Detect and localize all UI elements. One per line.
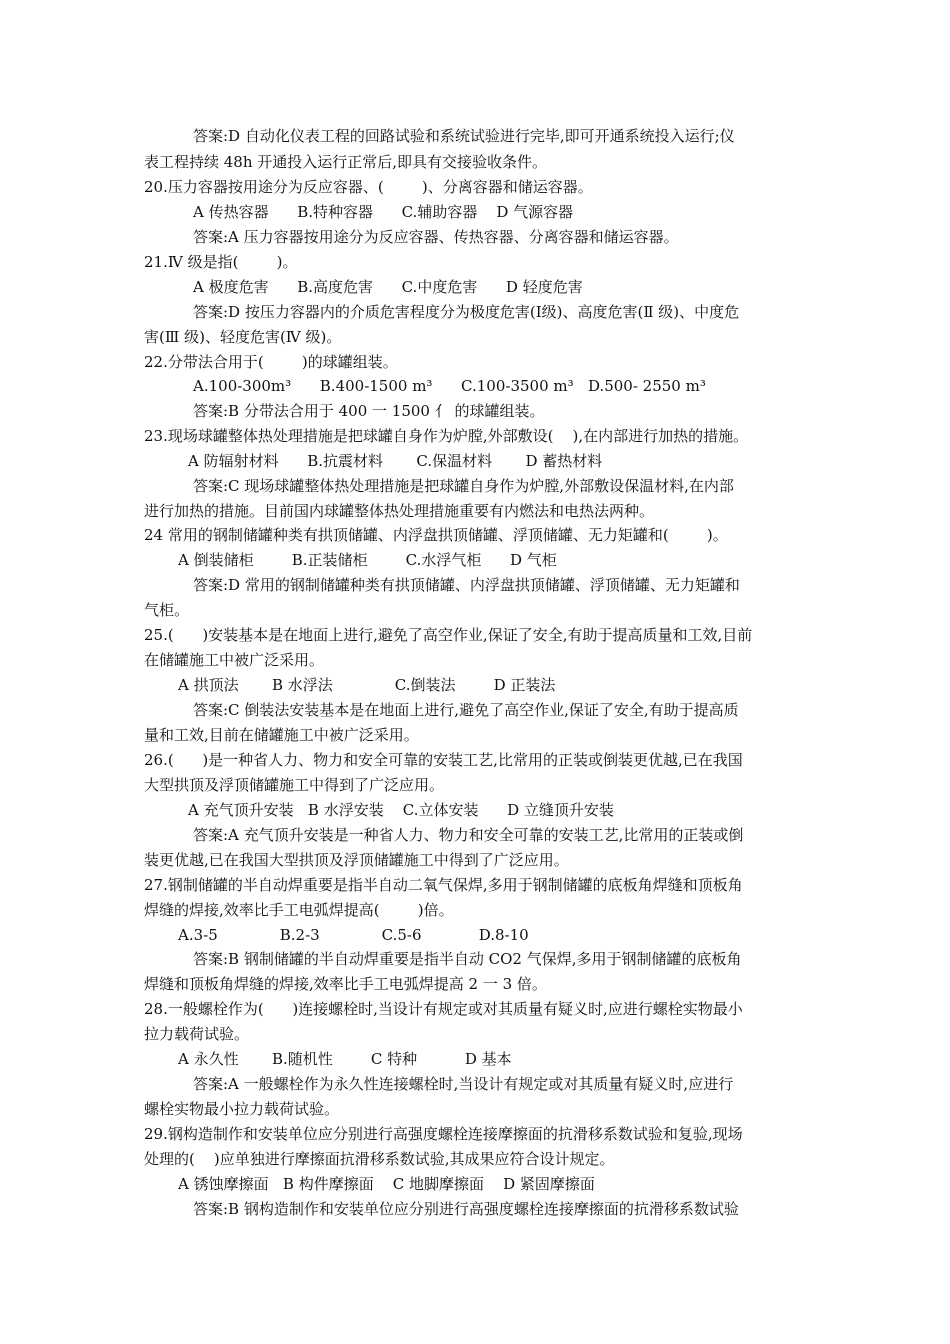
answer-line: 焊缝和顶板角焊缝的焊接,效率比手工电弧焊提高 2 一 3 倍。 xyxy=(144,975,547,993)
answer-line: 害(Ⅲ 级)、轻度危害(Ⅳ 级)。 xyxy=(144,328,342,346)
options-line: A 拱顶法 B 水浮法 C.倒装法 D 正装法 xyxy=(178,676,556,694)
answer-line: 答案:A 一般螺栓作为永久性连接螺栓时,当设计有规定或对其质量有疑义时,应进行 xyxy=(193,1075,734,1093)
answer-line: 答案:D 按压力容器内的介质危害程度分为极度危害(Ⅰ级)、高度危害(Ⅱ 级)、中度危 xyxy=(193,303,740,321)
options-line: A 充气顶升安装 B 水浮安装 C.立体安装 D 立缝顶升安装 xyxy=(188,801,614,819)
question-line: 27.钢制储罐的半自动焊重要是指半自动二氧气保焊,多用于钢制储罐的底板角焊缝和顶板角 xyxy=(144,876,743,894)
answer-line: 量和工效,目前在储罐施工中被广泛采用。 xyxy=(144,726,419,744)
options-line: A 防辐射材料 B.抗震材料 C.保温材料 D 蓄热材料 xyxy=(188,452,603,470)
options-line: A 锈蚀摩擦面 B 构件摩擦面 C 地脚摩擦面 D 紧固摩擦面 xyxy=(178,1175,595,1193)
answer-line: 答案:B 分带法合用于 400 一 1500 亻 的球罐组装。 xyxy=(193,402,545,420)
answer-line: 答案:C 现场球罐整体热处理措施是把球罐自身作为炉膛,外部敷设保温材料,在内部 xyxy=(193,477,734,495)
answer-line: 表工程持续 48h 开通投入运行正常后,即具有交接验收条件。 xyxy=(144,153,548,171)
question-line: 20.压力容器按用途分为反应容器、( )、分离容器和储运容器。 xyxy=(144,178,593,196)
answer-line: 螺栓实物最小拉力载荷试验。 xyxy=(144,1100,340,1118)
options-line: A 永久性 B.随机性 C 特种 D 基本 xyxy=(178,1050,512,1068)
question-line: 焊缝的焊接,效率比手工电弧焊提高( )倍。 xyxy=(144,901,454,919)
answer-line: 答案:B 钢构造制作和安装单位应分别进行高强度螺栓连接摩擦面的抗滑移系数试验 xyxy=(193,1200,739,1218)
question-line: 拉力载荷试验。 xyxy=(144,1025,250,1043)
question-line: 28.一般螺栓作为( )连接螺栓时,当设计有规定或对其质量有疑义时,应进行螺栓实物最小 xyxy=(144,1000,743,1018)
answer-line: 答案:A 压力容器按用途分为反应容器、传热容器、分离容器和储运容器。 xyxy=(193,228,679,246)
answer-line: 答案:D 自动化仪表工程的回路试验和系统试验进行完毕,即可开通系统投入运行;仪 xyxy=(193,127,735,145)
options-line: A 极度危害 B.高度危害 C.中度危害 D 轻度危害 xyxy=(193,278,583,296)
options-line: A.3-5 B.2-3 C.5-6 D.8-10 xyxy=(178,926,529,944)
question-line: 29.钢构造制作和安装单位应分别进行高强度螺栓连接摩擦面的抗滑移系数试验和复验,现场 xyxy=(144,1125,743,1143)
question-line: 22.分带法合用于( )的球罐组装。 xyxy=(144,353,398,371)
question-line: 大型拱顶及浮顶储罐施工中得到了广泛应用。 xyxy=(144,776,445,794)
question-line: 处理的( )应单独进行摩擦面抗滑移系数试验,其成果应符合设计规定。 xyxy=(144,1150,615,1168)
question-line: 在储罐施工中被广泛采用。 xyxy=(144,651,325,669)
answer-line: 答案:D 常用的钢制储罐种类有拱顶储罐、内浮盘拱顶储罐、浮顶储罐、无力矩罐和 xyxy=(193,576,740,594)
answer-line: 进行加热的措施。目前国内球罐整体热处理措施重要有内燃法和电热法两种。 xyxy=(144,502,655,520)
options-line: A 倒装储柜 B.正装储柜 C.水浮气柜 D 气柜 xyxy=(178,551,557,569)
answer-line: 答案:B 钢制储罐的半自动焊重要是指半自动 CO2 气保焊,多用于钢制储罐的底板角 xyxy=(193,950,742,968)
answer-line: 气柜。 xyxy=(144,601,190,619)
question-line: 25.( )安装基本是在地面上进行,避免了高空作业,保证了安全,有助于提高质量和工效,目前 xyxy=(144,626,753,644)
options-line: A 传热容器 B.特种容器 C.辅助容器 D 气源容器 xyxy=(193,203,574,221)
question-line: 23.现场球罐整体热处理措施是把球罐自身作为炉膛,外部敷设( ),在内部进行加热的措施。 xyxy=(144,427,749,445)
question-line: 21.Ⅳ 级是指( )。 xyxy=(144,253,298,271)
options-line: A.100-300m³ B.400-1500 m³ C.100-3500 m³ D.500- 2550 m³ xyxy=(193,377,706,395)
question-line: 24 常用的钢制储罐种类有拱顶储罐、内浮盘拱顶储罐、浮顶储罐、无力矩罐和( )。 xyxy=(144,526,728,544)
question-line: 26.( )是一种省人力、物力和安全可靠的安装工艺,比常用的正装或倒装更优越,已在我国 xyxy=(144,751,743,769)
answer-line: 装更优越,已在我国大型拱顶及浮顶储罐施工中得到了广泛应用。 xyxy=(144,851,569,869)
answer-line: 答案:A 充气顶升安装是一种省人力、物力和安全可靠的安装工艺,比常用的正装或倒 xyxy=(193,826,744,844)
answer-line: 答案:C 倒装法安装基本是在地面上进行,避免了高空作业,保证了安全,有助于提高质 xyxy=(193,701,739,719)
